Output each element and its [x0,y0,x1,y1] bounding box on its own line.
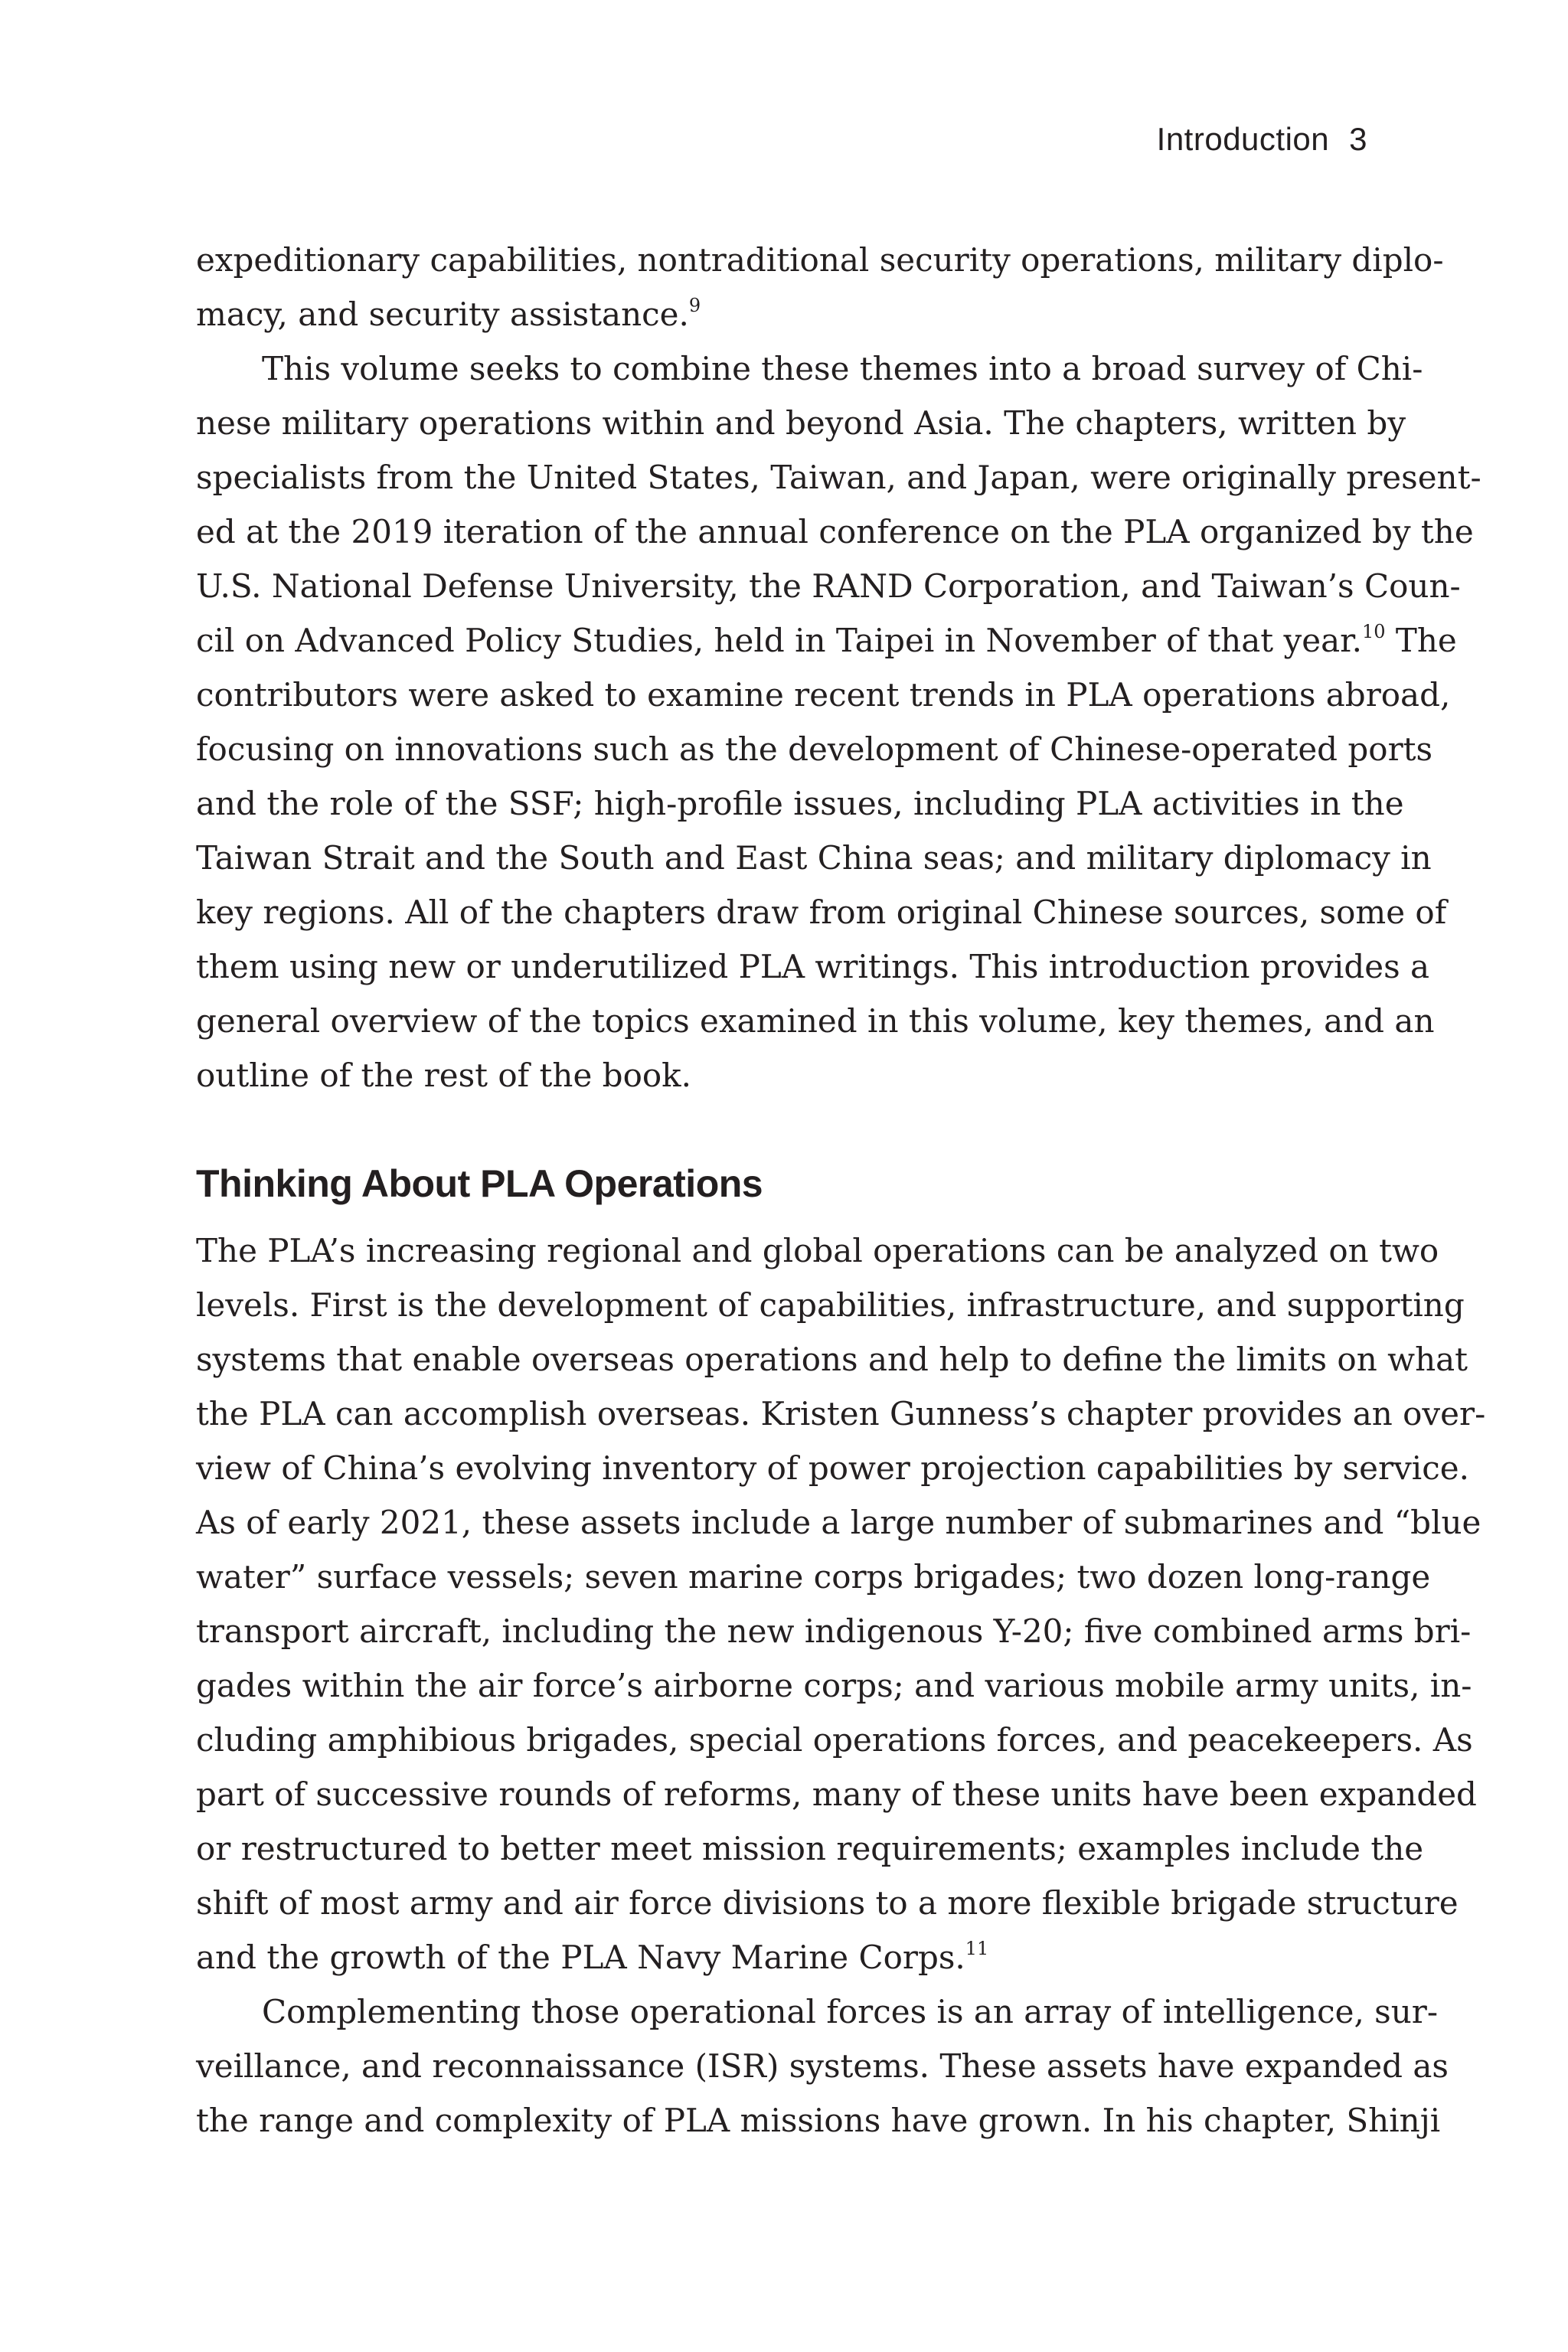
text-line [196,939,1430,994]
text-line [196,1332,1468,1387]
line-text: macy, and security assistance. [196,296,689,333]
text-line [196,396,1406,450]
text-line [196,1930,1367,1984]
line-text: outline of the rest of the book. [196,1057,691,1094]
text-line [196,1876,1459,1930]
text-line [196,1441,1469,1495]
paragraph [196,233,1444,341]
text-line [196,668,1451,722]
line-text: expeditionary capabilities, nontraditional security operations, military diplo- [196,241,1444,279]
line-text: specialists from the United States, Taiwan, and Japan, were originally present- [196,459,1481,496]
line-text: part of successive rounds of reforms, many of these units have been expanded [196,1775,1477,1813]
line-text: The PLA’s increasing regional and global operations can be analyzed on two [196,1232,1439,1269]
line-text: and the growth of the PLA Navy Marine Corps. [196,1939,965,1976]
paragraph [196,1223,1486,1984]
page-number: 3 [1349,121,1367,157]
running-head [1157,121,1367,158]
text-line [196,341,1423,396]
line-text: and the role of the SSF; high-profile issues, including PLA activities in the [196,785,1404,822]
line-text: contributors were asked to examine recent trends in PLA operations abroad, [196,676,1451,714]
line-text: them using new or underutilized PLA writings. This introduction provides a [196,948,1430,985]
footnote-marker: 10 [1361,621,1386,642]
text-line [196,559,1461,613]
paragraph [196,1984,1449,2148]
line-text: the range and complexity of PLA missions have grown. In his chapter, Shinji [196,2102,1441,2139]
line-text: cil on Advanced Policy Studies, held in Taipei in November of that year. [196,622,1362,659]
text-line [196,1713,1473,1767]
text-line [196,233,1444,287]
line-text: levels. First is the development of capabilities, infrastructure, and supporting [196,1286,1465,1324]
body-text-bottom [196,1223,1486,2148]
line-text: veillance, and reconnaissance (ISR) systems. These assets have expanded as [196,2047,1449,2085]
paragraph [196,341,1481,1102]
footnote-marker: 11 [965,1938,989,1959]
line-text: This volume seeks to combine these themes into a broad survey of Chi- [262,350,1423,387]
text-line [196,1223,1439,1278]
text-line [196,1604,1472,1658]
line-text: As of early 2021, these assets include a large number of submarines and “blue [196,1504,1481,1541]
line-text: focusing on innovations such as the development of Chinese-operated ports [196,730,1433,768]
line-text: Complementing those operational forces is an array of intelligence, sur- [262,1993,1439,2030]
line-text: key regions. All of the chapters draw from original Chinese sources, some of [196,893,1447,931]
text-line [196,450,1481,505]
line-text: U.S. National Defense University, the RAND Corporation, and Taiwan’s Coun- [196,567,1461,605]
running-head-section: Introduction [1156,121,1330,157]
text-line [196,2039,1449,2093]
text-line [196,1387,1486,1441]
line-text: ed at the 2019 iteration of the annual conference on the PLA organized by the [196,513,1474,550]
body-text-top [196,233,1481,1102]
line-text: gades within the air force’s airborne corps; and various mobile army units, in- [196,1667,1472,1704]
text-line [196,1658,1472,1713]
text-line [196,1767,1477,1821]
line-text: the PLA can accomplish overseas. Kristen Gunness’s chapter provides an over- [196,1395,1486,1432]
line-text: Taiwan Strait and the South and East China seas; and military diplomacy in [196,839,1432,877]
section-heading: Thinking About PLA Operations [196,1162,763,1205]
line-text: cluding amphibious brigades, special operations forces, and peacekeepers. As [196,1721,1473,1759]
text-line [196,505,1474,559]
text-line [196,1821,1424,1876]
text-line [196,994,1435,1048]
text-line [196,1278,1465,1332]
text-line [196,885,1447,939]
text-line [196,1984,1439,2039]
line-text: transport aircraft, including the new indigenous Y-20; five combined arms bri- [196,1612,1472,1650]
line-text: systems that enable overseas operations and help to define the limits on what [196,1341,1468,1378]
line-text-after: The [1385,622,1457,659]
text-line [196,287,1367,341]
text-line [196,1550,1431,1604]
line-text: view of China’s evolving inventory of power projection capabilities by service. [196,1449,1469,1487]
text-line [196,722,1433,776]
footnote-marker: 9 [688,295,701,316]
line-text: or restructured to better meet mission requirements; examples include the [196,1830,1424,1867]
text-line [196,613,1457,668]
line-text: water” surface vessels; seven marine corps brigades; two dozen long-range [196,1558,1431,1596]
line-text: shift of most army and air force divisions to a more flexible brigade structure [196,1884,1459,1922]
text-column [196,233,1486,2148]
text-line [196,776,1404,831]
text-line [196,1048,1367,1102]
text-line [196,1495,1481,1550]
text-line [196,2093,1441,2148]
line-text: general overview of the topics examined in this volume, key themes, and an [196,1002,1435,1040]
text-line [196,831,1432,885]
line-text: nese military operations within and beyond Asia. The chapters, written by [196,404,1406,442]
